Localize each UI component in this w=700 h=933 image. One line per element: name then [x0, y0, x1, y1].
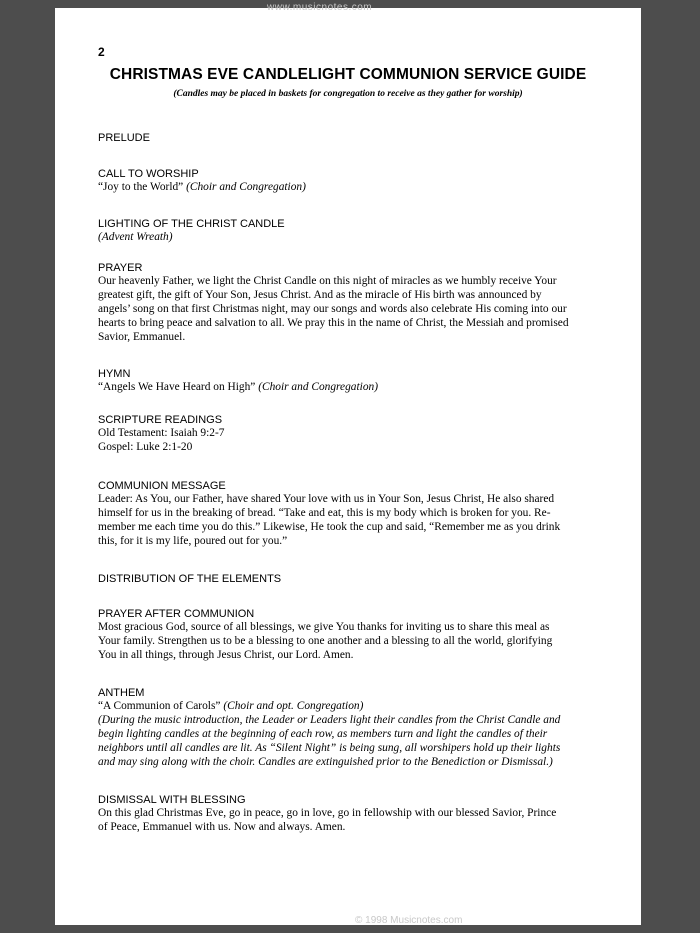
prayer-after-text [98, 621, 628, 663]
page-number: 2 [98, 45, 105, 59]
text-line: himself for us in the breaking of bread. “Take and eat, this is my body which is broken for you. Re- [98, 506, 551, 519]
watermark-top: www.musicnotes.com [267, 2, 373, 13]
text-line: On this glad Christmas Eve, go in peace, go in love, go in fellowship with our blessed Savior, Prince [98, 807, 557, 819]
text-line: begin lighting candles at the beginning of each row, as members turn and light the candles of their [98, 727, 548, 740]
section-prayer [98, 261, 628, 367]
section-heading: DISMISSAL WITH BLESSING [98, 794, 246, 806]
gospel-reading: Gospel: Luke 2:1-20 [98, 440, 193, 453]
performance-note: (Choir and opt. Congregation) [223, 700, 364, 712]
text-line: greatest gift, the gift of Your Son, Jesus Christ. And as the miracle of His birth was announced by [98, 288, 542, 301]
text-line: angels’ song on that first Christmas night, may our songs and words also celebrate His coming into our [98, 302, 567, 315]
section-heading: DISTRIBUTION OF THE ELEMENTS [98, 573, 282, 585]
text-line: You in all things, through Jesus Christ, our Lord. Amen. [98, 648, 354, 661]
section-call-to-worship [98, 167, 628, 217]
section-prelude [98, 131, 628, 167]
page-subtitle: (Candles may be placed in baskets for congregation to receive as they gather for worship) [173, 89, 523, 99]
dismissal-text [98, 807, 628, 835]
text-line: (During the music introduction, the Leader or Leaders light their candles from the Christ Candle and [98, 713, 561, 726]
page-title: CHRISTMAS EVE CANDLELIGHT COMMUNION SERVICE GUIDE [109, 66, 587, 83]
song-title: “A Communion of Carols” [98, 700, 221, 712]
text-line: this, for it is my life, poured out for you.” [98, 534, 288, 547]
text-line: member me each time you do this.” Likewise, He took the cup and said, “Remember me as you drink [98, 520, 561, 533]
text-line: of Peace, Emmanuel with us. Now and always. Amen. [98, 820, 346, 833]
song-title: “Angels We Have Heard on High” [98, 381, 256, 393]
section-hymn [98, 367, 628, 413]
section-heading: PRAYER [98, 262, 143, 274]
text-line: Most gracious God, source of all blessings, we give You thanks for inviting us to share this meal as [98, 621, 550, 633]
song-title: “Joy to the World” [98, 181, 184, 193]
watermark-bottom: © 1998 Musicnotes.com [355, 915, 463, 926]
section-heading: CALL TO WORSHIP [98, 168, 199, 180]
section-heading: SCRIPTURE READINGS [98, 414, 223, 426]
section-heading: ANTHEM [98, 687, 145, 699]
document-page [55, 2, 641, 926]
service-content [98, 131, 628, 853]
text-line: hearts to bring peace and salvation to all. We pray this in the name of Christ, the Messiah and promised [98, 316, 569, 329]
section-anthem [98, 686, 628, 793]
section-scripture-readings [98, 413, 628, 479]
text-line: Leader: As You, our Father, have shared Your love with us in Your Son, Jesus Christ, He also shared [98, 493, 555, 505]
performance-note: (Choir and Congregation) [258, 381, 379, 393]
text-line: and may sing along with the choir. Candles are extinguished prior to the Benediction or Dismissal.) [98, 755, 553, 768]
section-heading: LIGHTING OF THE CHRIST CANDLE [98, 218, 285, 230]
section-heading: COMMUNION MESSAGE [98, 480, 226, 492]
text-line: Savior, Emmanuel. [98, 330, 186, 343]
performance-note: (Choir and Congregation) [186, 181, 306, 193]
section-dismissal [98, 793, 628, 853]
text-line: Your family. Strengthen us to be a blessing to one another and a blessing to all the world, glorifying [98, 634, 553, 647]
text-line: Our heavenly Father, we light the Christ Candle on this night of miracles as we humbly receive Your [98, 275, 557, 287]
prayer-text [98, 275, 628, 345]
section-heading: PRAYER AFTER COMMUNION [98, 608, 255, 620]
section-heading: PRELUDE [98, 132, 150, 144]
section-prayer-after-communion [98, 607, 628, 686]
section-communion-message [98, 479, 628, 572]
old-testament-reading: Old Testament: Isaiah 9:2-7 [98, 427, 225, 439]
section-heading: HYMN [98, 368, 131, 380]
communion-text [98, 493, 628, 549]
text-line: neighbors until all candles are lit. As “Silent Night” is being sung, all worshipers hold up their lights [98, 741, 561, 754]
lighting-note: (Advent Wreath) [98, 231, 173, 243]
section-distribution [98, 572, 628, 607]
section-lighting [98, 217, 628, 261]
